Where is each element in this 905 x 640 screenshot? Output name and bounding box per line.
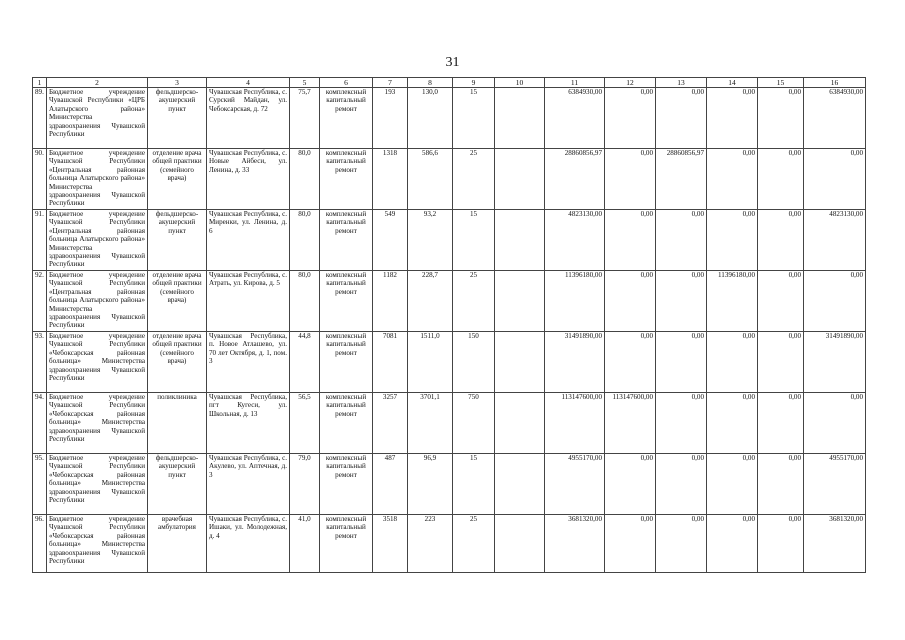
table-row — [33, 393, 866, 454]
row-number: 93. — [33, 332, 47, 393]
cost-year-2: 0,00 — [656, 88, 707, 149]
column-number-1: 1 — [33, 78, 47, 88]
column-number-14: 14 — [707, 78, 758, 88]
total-cost: 28860856,97 — [545, 149, 605, 210]
column-10-value — [495, 88, 545, 149]
cost-year-3: 0,00 — [707, 88, 758, 149]
cost-year-5: 0,00 — [804, 149, 866, 210]
cost-year-4: 0,00 — [758, 515, 804, 573]
address: Чувашская Республика, с. Миренки, ул. Ленина, д. 6 — [207, 210, 290, 271]
cost-year-2: 0,00 — [656, 393, 707, 454]
institution-name: Бюджетное учреждение Чувашской Республики «Центральная районная больница Алатырского района» Министерства здравоохранения Чувашской Республики — [47, 149, 148, 210]
column-number-15: 15 — [758, 78, 804, 88]
area: 3518 — [373, 515, 408, 573]
institution-name: Бюджетное учреждение Чувашской Республики «Чебоксарская районная больница» Министерства здравоохранения Чувашской Республики — [47, 454, 148, 515]
column-10-value — [495, 210, 545, 271]
row-number: 96. — [33, 515, 47, 573]
capacity: 15 — [453, 454, 495, 515]
capacity: 25 — [453, 271, 495, 332]
capacity: 25 — [453, 149, 495, 210]
column-number-5: 5 — [290, 78, 320, 88]
row-number: 95. — [33, 454, 47, 515]
cost-year-5: 0,00 — [804, 271, 866, 332]
cost-year-3: 0,00 — [707, 393, 758, 454]
area: 487 — [373, 454, 408, 515]
cost-year-3: 0,00 — [707, 210, 758, 271]
table-row — [33, 88, 866, 149]
work-type: комплексный капитальный ремонт — [320, 149, 373, 210]
column-10-value — [495, 454, 545, 515]
area: 3257 — [373, 393, 408, 454]
institution-name: Бюджетное учреждение Чувашской Республики «Центральная районная больница Алатырского района» Министерства здравоохранения Чувашской Республики — [47, 271, 148, 332]
facility-type: поликлиника — [148, 393, 207, 454]
volume: 586,6 — [408, 149, 453, 210]
area: 1318 — [373, 149, 408, 210]
facility-type: врачебная амбулатория — [148, 515, 207, 573]
cost-year-1: 0,00 — [605, 271, 656, 332]
cost-year-1: 113147600,00 — [605, 393, 656, 454]
area: 7081 — [373, 332, 408, 393]
cost-year-4: 0,00 — [758, 210, 804, 271]
column-number-13: 13 — [656, 78, 707, 88]
cost-year-2: 0,00 — [656, 210, 707, 271]
facility-type: фельдшерско-акушерский пункт — [148, 210, 207, 271]
column-number-16: 16 — [804, 78, 866, 88]
work-type: комплексный капитальный ремонт — [320, 332, 373, 393]
address: Чувашская Республика, с. Сурский Майдан, ул. Чебоксарская, д. 72 — [207, 88, 290, 149]
cost-year-4: 0,00 — [758, 88, 804, 149]
wear-percent: 80,0 — [290, 271, 320, 332]
wear-percent: 80,0 — [290, 210, 320, 271]
cost-year-4: 0,00 — [758, 393, 804, 454]
table-row — [33, 149, 866, 210]
total-cost: 11396180,00 — [545, 271, 605, 332]
cost-year-5: 6384930,00 — [804, 88, 866, 149]
column-10-value — [495, 393, 545, 454]
total-cost: 4823130,00 — [545, 210, 605, 271]
capacity: 750 — [453, 393, 495, 454]
cost-year-2: 0,00 — [656, 271, 707, 332]
address: Чувашская Республика, с. Ишаки, ул. Молодежная, д. 4 — [207, 515, 290, 573]
column-number-7: 7 — [373, 78, 408, 88]
address: Чувашская Республика, с. Новые Айбеси, ул. Ленина, д. 33 — [207, 149, 290, 210]
column-number-6: 6 — [320, 78, 373, 88]
cost-year-3: 0,00 — [707, 332, 758, 393]
wear-percent: 79,0 — [290, 454, 320, 515]
cost-year-3: 0,00 — [707, 149, 758, 210]
volume: 1511,0 — [408, 332, 453, 393]
work-type: комплексный капитальный ремонт — [320, 454, 373, 515]
volume: 228,7 — [408, 271, 453, 332]
cost-year-4: 0,00 — [758, 454, 804, 515]
cost-year-4: 0,00 — [758, 149, 804, 210]
column-10-value — [495, 515, 545, 573]
institution-name: Бюджетное учреждение Чувашской Республики «Чебоксарская районная больница» Министерства здравоохранения Чувашской Республики — [47, 515, 148, 573]
area: 1182 — [373, 271, 408, 332]
column-number-11: 11 — [545, 78, 605, 88]
capacity: 15 — [453, 88, 495, 149]
cost-year-5: 3681320,00 — [804, 515, 866, 573]
cost-year-1: 0,00 — [605, 515, 656, 573]
table-row — [33, 332, 866, 393]
cost-year-2: 0,00 — [656, 332, 707, 393]
cost-year-4: 0,00 — [758, 332, 804, 393]
cost-year-3: 11396180,00 — [707, 271, 758, 332]
table-row — [33, 454, 866, 515]
volume: 93,2 — [408, 210, 453, 271]
address: Чувашская Республика, с. Атрать, ул. Кирова, д. 5 — [207, 271, 290, 332]
column-number-9: 9 — [453, 78, 495, 88]
table-row — [33, 210, 866, 271]
cost-year-5: 31491890,00 — [804, 332, 866, 393]
table-row — [33, 515, 866, 573]
cost-year-5: 0,00 — [804, 393, 866, 454]
row-number: 91. — [33, 210, 47, 271]
total-cost: 31491890,00 — [545, 332, 605, 393]
cost-year-1: 0,00 — [605, 210, 656, 271]
column-number-3: 3 — [148, 78, 207, 88]
column-10-value — [495, 271, 545, 332]
total-cost: 113147600,00 — [545, 393, 605, 454]
column-number-8: 8 — [408, 78, 453, 88]
row-number: 94. — [33, 393, 47, 454]
column-number-2: 2 — [47, 78, 148, 88]
facility-type: фельдшерско-акушерский пункт — [148, 88, 207, 149]
capacity: 15 — [453, 210, 495, 271]
cost-year-5: 4955170,00 — [804, 454, 866, 515]
cost-year-3: 0,00 — [707, 515, 758, 573]
wear-percent: 41,0 — [290, 515, 320, 573]
cost-year-3: 0,00 — [707, 454, 758, 515]
institution-name: Бюджетное учреждение Чувашской Республики «Центральная районная больница Алатырского района» Министерства здравоохранения Чувашской Республики — [47, 210, 148, 271]
column-10-value — [495, 332, 545, 393]
row-number: 92. — [33, 271, 47, 332]
column-number-12: 12 — [605, 78, 656, 88]
institution-name: Бюджетное учреждение Чувашской Республики «ЦРБ Алатырского района» Министерства здравоохранения Чувашской Республики — [47, 88, 148, 149]
cost-year-2: 28860856,97 — [656, 149, 707, 210]
capacity: 25 — [453, 515, 495, 573]
facility-type: отделение врача общей практики (семейного врача) — [148, 149, 207, 210]
cost-year-1: 0,00 — [605, 88, 656, 149]
wear-percent: 56,5 — [290, 393, 320, 454]
cost-year-1: 0,00 — [605, 332, 656, 393]
row-number: 90. — [33, 149, 47, 210]
page-number: 31 — [445, 55, 460, 70]
column-10-value — [495, 149, 545, 210]
address: Чувашская Республика, п. Новое Атлашево, ул. 70 лет Октября, д. 1, пом. 3 — [207, 332, 290, 393]
volume: 96,9 — [408, 454, 453, 515]
header-row — [33, 78, 866, 88]
work-type: комплексный капитальный ремонт — [320, 210, 373, 271]
total-cost: 4955170,00 — [545, 454, 605, 515]
capital-repair-table — [32, 77, 866, 573]
area: 549 — [373, 210, 408, 271]
work-type: комплексный капитальный ремонт — [320, 88, 373, 149]
total-cost: 6384930,00 — [545, 88, 605, 149]
facility-type: отделение врача общей практики (семейного врача) — [148, 332, 207, 393]
cost-year-1: 0,00 — [605, 454, 656, 515]
institution-name: Бюджетное учреждение Чувашской Республики «Чебоксарская районная больница» Министерства здравоохранения Чувашской Республики — [47, 332, 148, 393]
facility-type: отделение врача общей практики (семейного врача) — [148, 271, 207, 332]
wear-percent: 44,8 — [290, 332, 320, 393]
row-number: 89. — [33, 88, 47, 149]
facility-type: фельдшерско-акушерский пункт — [148, 454, 207, 515]
cost-year-1: 0,00 — [605, 149, 656, 210]
address: Чувашская Республика, с. Акулево, ул. Аптечная, д. 3 — [207, 454, 290, 515]
address: Чувашская Республика, пгт Кугеси, ул. Школьная, д. 13 — [207, 393, 290, 454]
capacity: 150 — [453, 332, 495, 393]
total-cost: 3681320,00 — [545, 515, 605, 573]
column-number-10: 10 — [495, 78, 545, 88]
column-number-4: 4 — [207, 78, 290, 88]
work-type: комплексный капитальный ремонт — [320, 393, 373, 454]
table-row — [33, 271, 866, 332]
volume: 130,0 — [408, 88, 453, 149]
institution-name: Бюджетное учреждение Чувашской Республики «Чебоксарская районная больница» Министерства здравоохранения Чувашской Республики — [47, 393, 148, 454]
volume: 3701,1 — [408, 393, 453, 454]
wear-percent: 80,0 — [290, 149, 320, 210]
cost-year-5: 4823130,00 — [804, 210, 866, 271]
work-type: комплексный капитальный ремонт — [320, 271, 373, 332]
cost-year-2: 0,00 — [656, 515, 707, 573]
work-type: комплексный капитальный ремонт — [320, 515, 373, 573]
volume: 223 — [408, 515, 453, 573]
cost-year-2: 0,00 — [656, 454, 707, 515]
area: 193 — [373, 88, 408, 149]
wear-percent: 75,7 — [290, 88, 320, 149]
cost-year-4: 0,00 — [758, 271, 804, 332]
